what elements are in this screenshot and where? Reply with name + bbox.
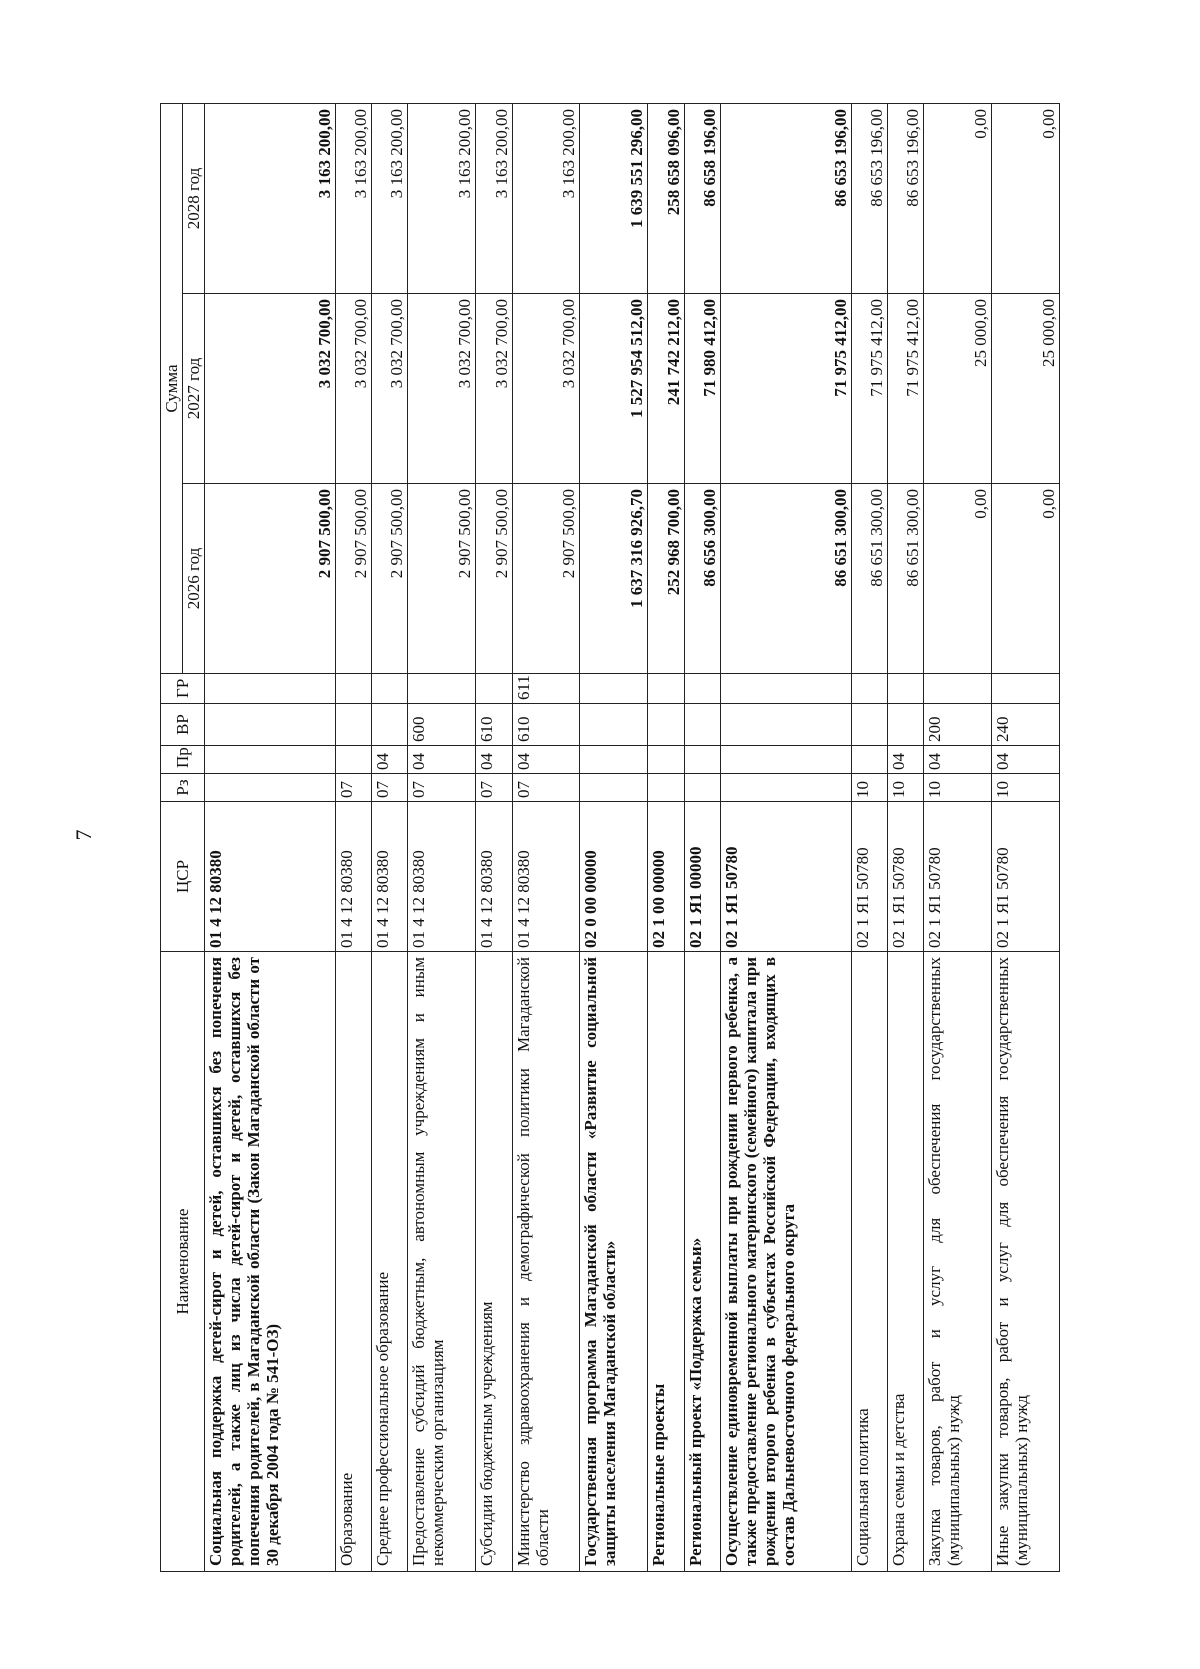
row-sum-2027: 71 975 412,00 — [720, 294, 851, 484]
row-sum-2027: 3 032 700,00 — [408, 294, 476, 484]
header-rz: Рз — [161, 774, 205, 802]
row-csr: 02 1 Я1 50780 — [720, 802, 851, 952]
row-sum-2028: 3 163 200,00 — [372, 103, 408, 293]
row-csr: 01 4 12 80380 — [205, 802, 336, 952]
row-sum-2026: 2 907 500,00 — [335, 484, 371, 674]
table-row — [851, 103, 887, 1571]
row-rz: 10 — [992, 774, 1060, 802]
row-pr: 04 — [887, 746, 923, 774]
row-name: Региональные проекты — [648, 952, 684, 1572]
row-vr: 610 — [512, 704, 580, 746]
row-sum-2026: 2 907 500,00 — [372, 484, 408, 674]
row-csr: 01 4 12 80380 — [372, 802, 408, 952]
row-vr — [720, 704, 851, 746]
row-csr: 02 1 Я1 50780 — [992, 802, 1060, 952]
row-vr: 200 — [924, 704, 992, 746]
table-row — [648, 103, 684, 1571]
row-sum-2028: 86 653 196,00 — [851, 103, 887, 293]
row-rz: 07 — [408, 774, 476, 802]
row-rz: 07 — [512, 774, 580, 802]
row-rz — [720, 774, 851, 802]
header-sum: Сумма — [161, 103, 183, 673]
row-pr: 04 — [924, 746, 992, 774]
row-vr — [887, 704, 923, 746]
row-sum-2026: 86 656 300,00 — [684, 484, 720, 674]
row-gr — [684, 674, 720, 704]
budget-table — [160, 103, 1060, 1572]
row-pr: 04 — [408, 746, 476, 774]
row-sum-2028: 3 163 200,00 — [335, 103, 371, 293]
row-gr: 611 — [512, 674, 580, 704]
row-csr: 01 4 12 80380 — [476, 802, 512, 952]
row-sum-2026: 2 907 500,00 — [512, 484, 580, 674]
table-row — [335, 103, 371, 1571]
row-sum-2027: 1 527 954 512,00 — [580, 294, 648, 484]
row-gr — [887, 674, 923, 704]
row-gr — [992, 674, 1060, 704]
header-pr: Пр — [161, 746, 205, 774]
budget-table-container — [160, 104, 1060, 1572]
row-vr — [684, 704, 720, 746]
row-sum-2027: 71 975 412,00 — [887, 294, 923, 484]
table-body — [205, 103, 1060, 1571]
row-name: Образование — [335, 952, 371, 1572]
row-gr — [335, 674, 371, 704]
row-pr — [648, 746, 684, 774]
row-sum-2028: 86 658 196,00 — [684, 103, 720, 293]
row-sum-2026: 2 907 500,00 — [408, 484, 476, 674]
row-csr: 02 1 Я1 50780 — [887, 802, 923, 952]
row-sum-2026: 86 651 300,00 — [851, 484, 887, 674]
row-sum-2028: 86 653 196,00 — [887, 103, 923, 293]
row-pr: 04 — [372, 746, 408, 774]
header-row — [161, 103, 183, 1571]
row-sum-2027: 241 742 212,00 — [648, 294, 684, 484]
header-csr: ЦСР — [161, 802, 205, 952]
table-row — [512, 103, 580, 1571]
row-sum-2026: 0,00 — [992, 484, 1060, 674]
row-csr: 02 1 Я1 00000 — [684, 802, 720, 952]
row-sum-2026: 2 907 500,00 — [205, 484, 336, 674]
row-vr — [851, 704, 887, 746]
table-row — [372, 103, 408, 1571]
row-csr: 02 1 Я1 50780 — [851, 802, 887, 952]
table-row — [476, 103, 512, 1571]
row-name: Предоставление субсидий бюджетным, автономным учреждениям и иным некоммерческим организациям — [408, 952, 476, 1572]
row-gr — [205, 674, 336, 704]
row-rz — [580, 774, 648, 802]
row-name: Иные закупки товаров, работ и услуг для обеспечения государственных (муниципальных) нужд — [992, 952, 1060, 1572]
row-vr: 610 — [476, 704, 512, 746]
row-sum-2028: 3 163 200,00 — [205, 103, 336, 293]
row-vr — [648, 704, 684, 746]
row-pr: 04 — [512, 746, 580, 774]
row-pr — [851, 746, 887, 774]
row-pr — [205, 746, 336, 774]
table-row — [924, 103, 992, 1571]
row-sum-2026: 86 651 300,00 — [720, 484, 851, 674]
row-sum-2028: 3 163 200,00 — [512, 103, 580, 293]
page-number: 7 — [71, 829, 96, 841]
row-sum-2026: 2 907 500,00 — [476, 484, 512, 674]
row-sum-2028: 3 163 200,00 — [476, 103, 512, 293]
row-name: Социальная поддержка детей-сирот и детей, оставшихся без попечения родителей, а также лиц из числа детей-сирот и детей, оставшихся без попечения родителей, в Магаданской области (Закон Магаданской области от 30 декабря 2004 года № 541-ОЗ) — [205, 952, 336, 1572]
row-sum-2026: 1 637 316 926,70 — [580, 484, 648, 674]
row-gr — [476, 674, 512, 704]
row-sum-2028: 86 653 196,00 — [720, 103, 851, 293]
row-sum-2027: 3 032 700,00 — [476, 294, 512, 484]
row-csr: 02 0 00 00000 — [580, 802, 648, 952]
row-pr: 04 — [992, 746, 1060, 774]
row-sum-2027: 3 032 700,00 — [372, 294, 408, 484]
row-gr — [851, 674, 887, 704]
row-csr: 02 1 00 00000 — [648, 802, 684, 952]
row-pr — [684, 746, 720, 774]
row-name: Охрана семьи и детства — [887, 952, 923, 1572]
table-row — [205, 103, 336, 1571]
row-csr: 01 4 12 80380 — [512, 802, 580, 952]
row-sum-2027: 71 975 412,00 — [851, 294, 887, 484]
row-gr — [720, 674, 851, 704]
row-sum-2026: 86 651 300,00 — [887, 484, 923, 674]
table-row — [992, 103, 1060, 1571]
row-name: Осуществление единовременной выплаты при рождении первого ребенка, а также предоставление регионального материнского (семейного) капитала при рождении второго ребенка в субъектах Российской Федерации, входящих в состав Дальневосточного федерального округа — [720, 952, 851, 1572]
row-name: Министерство здравоохранения и демографической политики Магаданской области — [512, 952, 580, 1572]
row-vr — [335, 704, 371, 746]
row-sum-2028: 3 163 200,00 — [408, 103, 476, 293]
row-sum-2027: 3 032 700,00 — [512, 294, 580, 484]
row-pr — [720, 746, 851, 774]
row-sum-2028: 0,00 — [992, 103, 1060, 293]
row-vr — [372, 704, 408, 746]
row-gr — [408, 674, 476, 704]
row-rz: 07 — [372, 774, 408, 802]
row-gr — [372, 674, 408, 704]
row-vr — [205, 704, 336, 746]
row-csr: 02 1 Я1 50780 — [924, 802, 992, 952]
row-gr — [924, 674, 992, 704]
row-pr — [580, 746, 648, 774]
row-gr — [648, 674, 684, 704]
header-gr: ГР — [161, 674, 205, 704]
row-vr: 600 — [408, 704, 476, 746]
row-sum-2027: 71 980 412,00 — [684, 294, 720, 484]
row-rz — [205, 774, 336, 802]
row-sum-2027: 25 000,00 — [992, 294, 1060, 484]
row-rz: 10 — [851, 774, 887, 802]
table-row — [408, 103, 476, 1571]
row-sum-2028: 258 658 096,00 — [648, 103, 684, 293]
row-rz — [684, 774, 720, 802]
row-name: Среднее профессиональное образование — [372, 952, 408, 1572]
row-csr: 01 4 12 80380 — [408, 802, 476, 952]
row-rz — [648, 774, 684, 802]
row-gr — [580, 674, 648, 704]
header-name: Наименование — [161, 952, 205, 1572]
row-pr — [335, 746, 371, 774]
row-csr: 01 4 12 80380 — [335, 802, 371, 952]
row-sum-2027: 3 032 700,00 — [205, 294, 336, 484]
row-sum-2027: 25 000,00 — [924, 294, 992, 484]
row-sum-2026: 252 968 700,00 — [648, 484, 684, 674]
header-2028: 2028 год — [183, 103, 205, 293]
row-name: Закупка товаров, работ и услуг для обеспечения государственных (муниципальных) нужд — [924, 952, 992, 1572]
table-row — [887, 103, 923, 1571]
row-name: Государственная программа Магаданской области «Развитие социальной защиты населения Магаданской области» — [580, 952, 648, 1572]
row-rz: 07 — [476, 774, 512, 802]
row-name: Региональный проект «Поддержка семьи» — [684, 952, 720, 1572]
header-vr: ВР — [161, 704, 205, 746]
row-rz: 10 — [924, 774, 992, 802]
row-sum-2028: 0,00 — [924, 103, 992, 293]
row-sum-2028: 1 639 551 296,00 — [580, 103, 648, 293]
header-2027: 2027 год — [183, 294, 205, 484]
table-row — [684, 103, 720, 1571]
row-name: Социальная политика — [851, 952, 887, 1572]
row-sum-2027: 3 032 700,00 — [335, 294, 371, 484]
row-rz: 07 — [335, 774, 371, 802]
table-row — [580, 103, 648, 1571]
row-rz: 10 — [887, 774, 923, 802]
header-2026: 2026 год — [183, 484, 205, 674]
row-sum-2026: 0,00 — [924, 484, 992, 674]
row-vr — [580, 704, 648, 746]
row-name: Субсидии бюджетным учреждениям — [476, 952, 512, 1572]
row-vr: 240 — [992, 704, 1060, 746]
table-row — [720, 103, 851, 1571]
row-pr: 04 — [476, 746, 512, 774]
